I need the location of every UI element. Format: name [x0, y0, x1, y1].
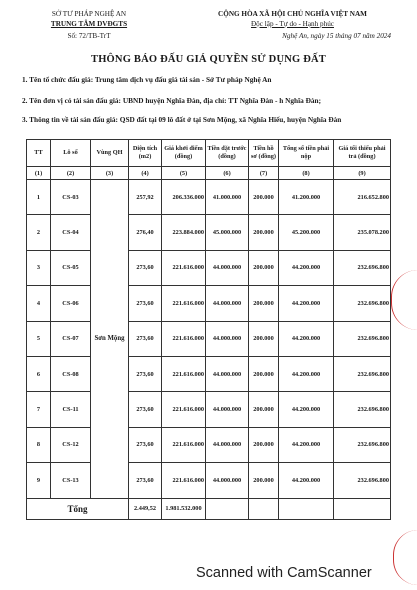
info-auction-org: 1. Tên tổ chức đấu giá: Trung tâm dịch vụ đấu giá tài sản - Sở Tư pháp Nghệ An	[22, 75, 272, 84]
official-seal-fragment	[391, 270, 417, 330]
deposit-cell: 41.000.000	[206, 180, 249, 215]
deposit-cell: 44.000.000	[206, 392, 249, 427]
minimum-price-cell: 216.652.800	[334, 180, 391, 215]
area-cell: 273,60	[129, 427, 162, 462]
header-left	[14, 10, 164, 42]
index-cell: (5)	[162, 167, 206, 180]
row-number-cell: 1	[27, 180, 51, 215]
total-payable-cell: 44.200.000	[279, 356, 334, 391]
index-cell: (6)	[206, 167, 249, 180]
total-payable-cell: 44.200.000	[279, 392, 334, 427]
minimum-price-cell: 232.696.800	[334, 286, 391, 321]
lot-number-cell: CS-04	[51, 215, 91, 250]
area-cell: 276,40	[129, 215, 162, 250]
zone-cell: Sơn Mộng	[91, 180, 129, 499]
starting-price-cell: 206.336.000	[162, 180, 206, 215]
header-cell: Tiền đặt trước (đồng)	[206, 140, 249, 167]
table-row	[27, 286, 391, 321]
area-cell: 273,60	[129, 250, 162, 285]
starting-price-cell: 221.616.000	[162, 392, 206, 427]
deposit-cell: 44.000.000	[206, 321, 249, 356]
file-fee-cell: 200.000	[249, 180, 279, 215]
minimum-price-cell: 232.696.800	[334, 356, 391, 391]
header-cell: Tiền hồ sơ (đồng)	[249, 140, 279, 167]
table-total-row	[27, 498, 391, 519]
national-motto: Độc lập - Tự do - Hạnh phúc	[250, 19, 334, 28]
table-row	[27, 427, 391, 462]
total-payable-cell: 44.200.000	[279, 427, 334, 462]
lot-number-cell: CS-11	[51, 392, 91, 427]
total-payable-cell: 41.200.000	[279, 180, 334, 215]
index-cell: (7)	[249, 167, 279, 180]
table-row	[27, 250, 391, 285]
document-number: Số: 72/TB-TrT	[67, 32, 111, 40]
index-cell: (1)	[27, 167, 51, 180]
index-cell: (4)	[129, 167, 162, 180]
header-cell: Tổng số tiền phải nộp	[279, 140, 334, 167]
deposit-cell: 44.000.000	[206, 286, 249, 321]
starting-price-cell: 221.616.000	[162, 321, 206, 356]
total-area-cell: 2.449,52	[129, 498, 162, 519]
area-cell: 257,92	[129, 180, 162, 215]
total-payable-cell: 44.200.000	[279, 463, 334, 498]
lot-number-cell: CS-13	[51, 463, 91, 498]
index-cell: (8)	[279, 167, 334, 180]
table-index-row	[27, 167, 391, 180]
minimum-price-cell: 232.696.800	[334, 463, 391, 498]
area-cell: 273,60	[129, 356, 162, 391]
lot-number-cell: CS-03	[51, 180, 91, 215]
area-cell: 273,60	[129, 463, 162, 498]
empty-cell	[279, 498, 334, 519]
info-asset: 3. Thông tin về tài sản đấu giá: QSD đất tại 09 lô đất ở tại Sơn Mộng, xã Nghĩa Hiếu, huyện Nghĩa Đàn	[22, 115, 342, 124]
header-right	[180, 10, 405, 42]
row-number-cell: 9	[27, 463, 51, 498]
document-date: Nghệ An, ngày 15 tháng 07 năm 2024	[282, 32, 391, 40]
row-number-cell: 5	[27, 321, 51, 356]
starting-price-cell: 221.616.000	[162, 250, 206, 285]
scanner-watermark: Scanned with CamScanner	[196, 565, 372, 581]
lot-number-cell: CS-05	[51, 250, 91, 285]
index-cell: (9)	[334, 167, 391, 180]
table-row	[27, 215, 391, 250]
table-row	[27, 180, 391, 215]
area-cell: 273,60	[129, 321, 162, 356]
index-cell: (2)	[51, 167, 91, 180]
deposit-cell: 44.000.000	[206, 427, 249, 462]
table-row	[27, 463, 391, 498]
starting-price-cell: 223.884.000	[162, 215, 206, 250]
deposit-cell: 45.000.000	[206, 215, 249, 250]
header-cell: Giá khởi điểm (đồng)	[162, 140, 206, 167]
table-row	[27, 321, 391, 356]
file-fee-cell: 200.000	[249, 427, 279, 462]
file-fee-cell: 200.000	[249, 392, 279, 427]
empty-cell	[334, 498, 391, 519]
file-fee-cell: 200.000	[249, 286, 279, 321]
total-payable-cell: 44.200.000	[279, 286, 334, 321]
table-row	[27, 356, 391, 391]
starting-price-cell: 221.616.000	[162, 356, 206, 391]
lot-number-cell: CS-06	[51, 286, 91, 321]
row-number-cell: 2	[27, 215, 51, 250]
file-fee-cell: 200.000	[249, 321, 279, 356]
page-title: THÔNG BÁO ĐẤU GIÁ QUYỀN SỬ DỤNG ĐẤT	[90, 54, 326, 65]
row-number-cell: 7	[27, 392, 51, 427]
header-cell: Giá tối thiểu phải trả (đồng)	[334, 140, 391, 167]
row-number-cell: 8	[27, 427, 51, 462]
info-asset-owner: 2. Tên đơn vị có tài sản đấu giá: UBND huyện Nghĩa Đàn, địa chỉ: TT Nghĩa Đàn - h Nghĩa Đàn;	[22, 96, 322, 105]
header-cell: TT	[27, 140, 51, 167]
minimum-price-cell: 235.078.200	[334, 215, 391, 250]
empty-cell	[249, 498, 279, 519]
starting-price-cell: 221.616.000	[162, 286, 206, 321]
row-number-cell: 3	[27, 250, 51, 285]
starting-price-cell: 221.616.000	[162, 463, 206, 498]
lot-number-cell: CS-08	[51, 356, 91, 391]
file-fee-cell: 200.000	[249, 250, 279, 285]
minimum-price-cell: 232.696.800	[334, 392, 391, 427]
row-number-cell: 4	[27, 286, 51, 321]
file-fee-cell: 200.000	[249, 215, 279, 250]
center-name: TRUNG TÂM DVĐGTS	[50, 19, 128, 28]
lot-number-cell: CS-07	[51, 321, 91, 356]
area-cell: 273,60	[129, 286, 162, 321]
total-label-cell: Tổng	[27, 498, 129, 519]
official-seal-fragment-bottom	[393, 530, 417, 585]
row-number-cell: 6	[27, 356, 51, 391]
total-payable-cell: 45.200.000	[279, 215, 334, 250]
minimum-price-cell: 232.696.800	[334, 250, 391, 285]
ministry-name: SỞ TƯ PHÁP NGHỆ AN	[51, 10, 127, 18]
header-cell: Vùng QH	[91, 140, 129, 167]
total-payable-cell: 44.200.000	[279, 250, 334, 285]
file-fee-cell: 200.000	[249, 463, 279, 498]
minimum-price-cell: 232.696.800	[334, 321, 391, 356]
table-row	[27, 392, 391, 427]
deposit-cell: 44.000.000	[206, 250, 249, 285]
table-header-row	[27, 140, 391, 167]
total-payable-cell: 44.200.000	[279, 321, 334, 356]
minimum-price-cell: 232.696.800	[334, 427, 391, 462]
starting-price-cell: 221.616.000	[162, 427, 206, 462]
file-fee-cell: 200.000	[249, 356, 279, 391]
empty-cell	[206, 498, 249, 519]
total-price-cell: 1.981.532.000	[162, 498, 206, 519]
header-cell: Diện tích (m2)	[129, 140, 162, 167]
national-title: CỘNG HÒA XÃ HỘI CHỦ NGHĨA VIỆT NAM	[218, 10, 367, 18]
area-cell: 273,60	[129, 392, 162, 427]
deposit-cell: 44.000.000	[206, 356, 249, 391]
index-cell: (3)	[91, 167, 129, 180]
lot-number-cell: CS-12	[51, 427, 91, 462]
auction-table	[26, 139, 391, 520]
deposit-cell: 44.000.000	[206, 463, 249, 498]
header-cell: Lô số	[51, 140, 91, 167]
